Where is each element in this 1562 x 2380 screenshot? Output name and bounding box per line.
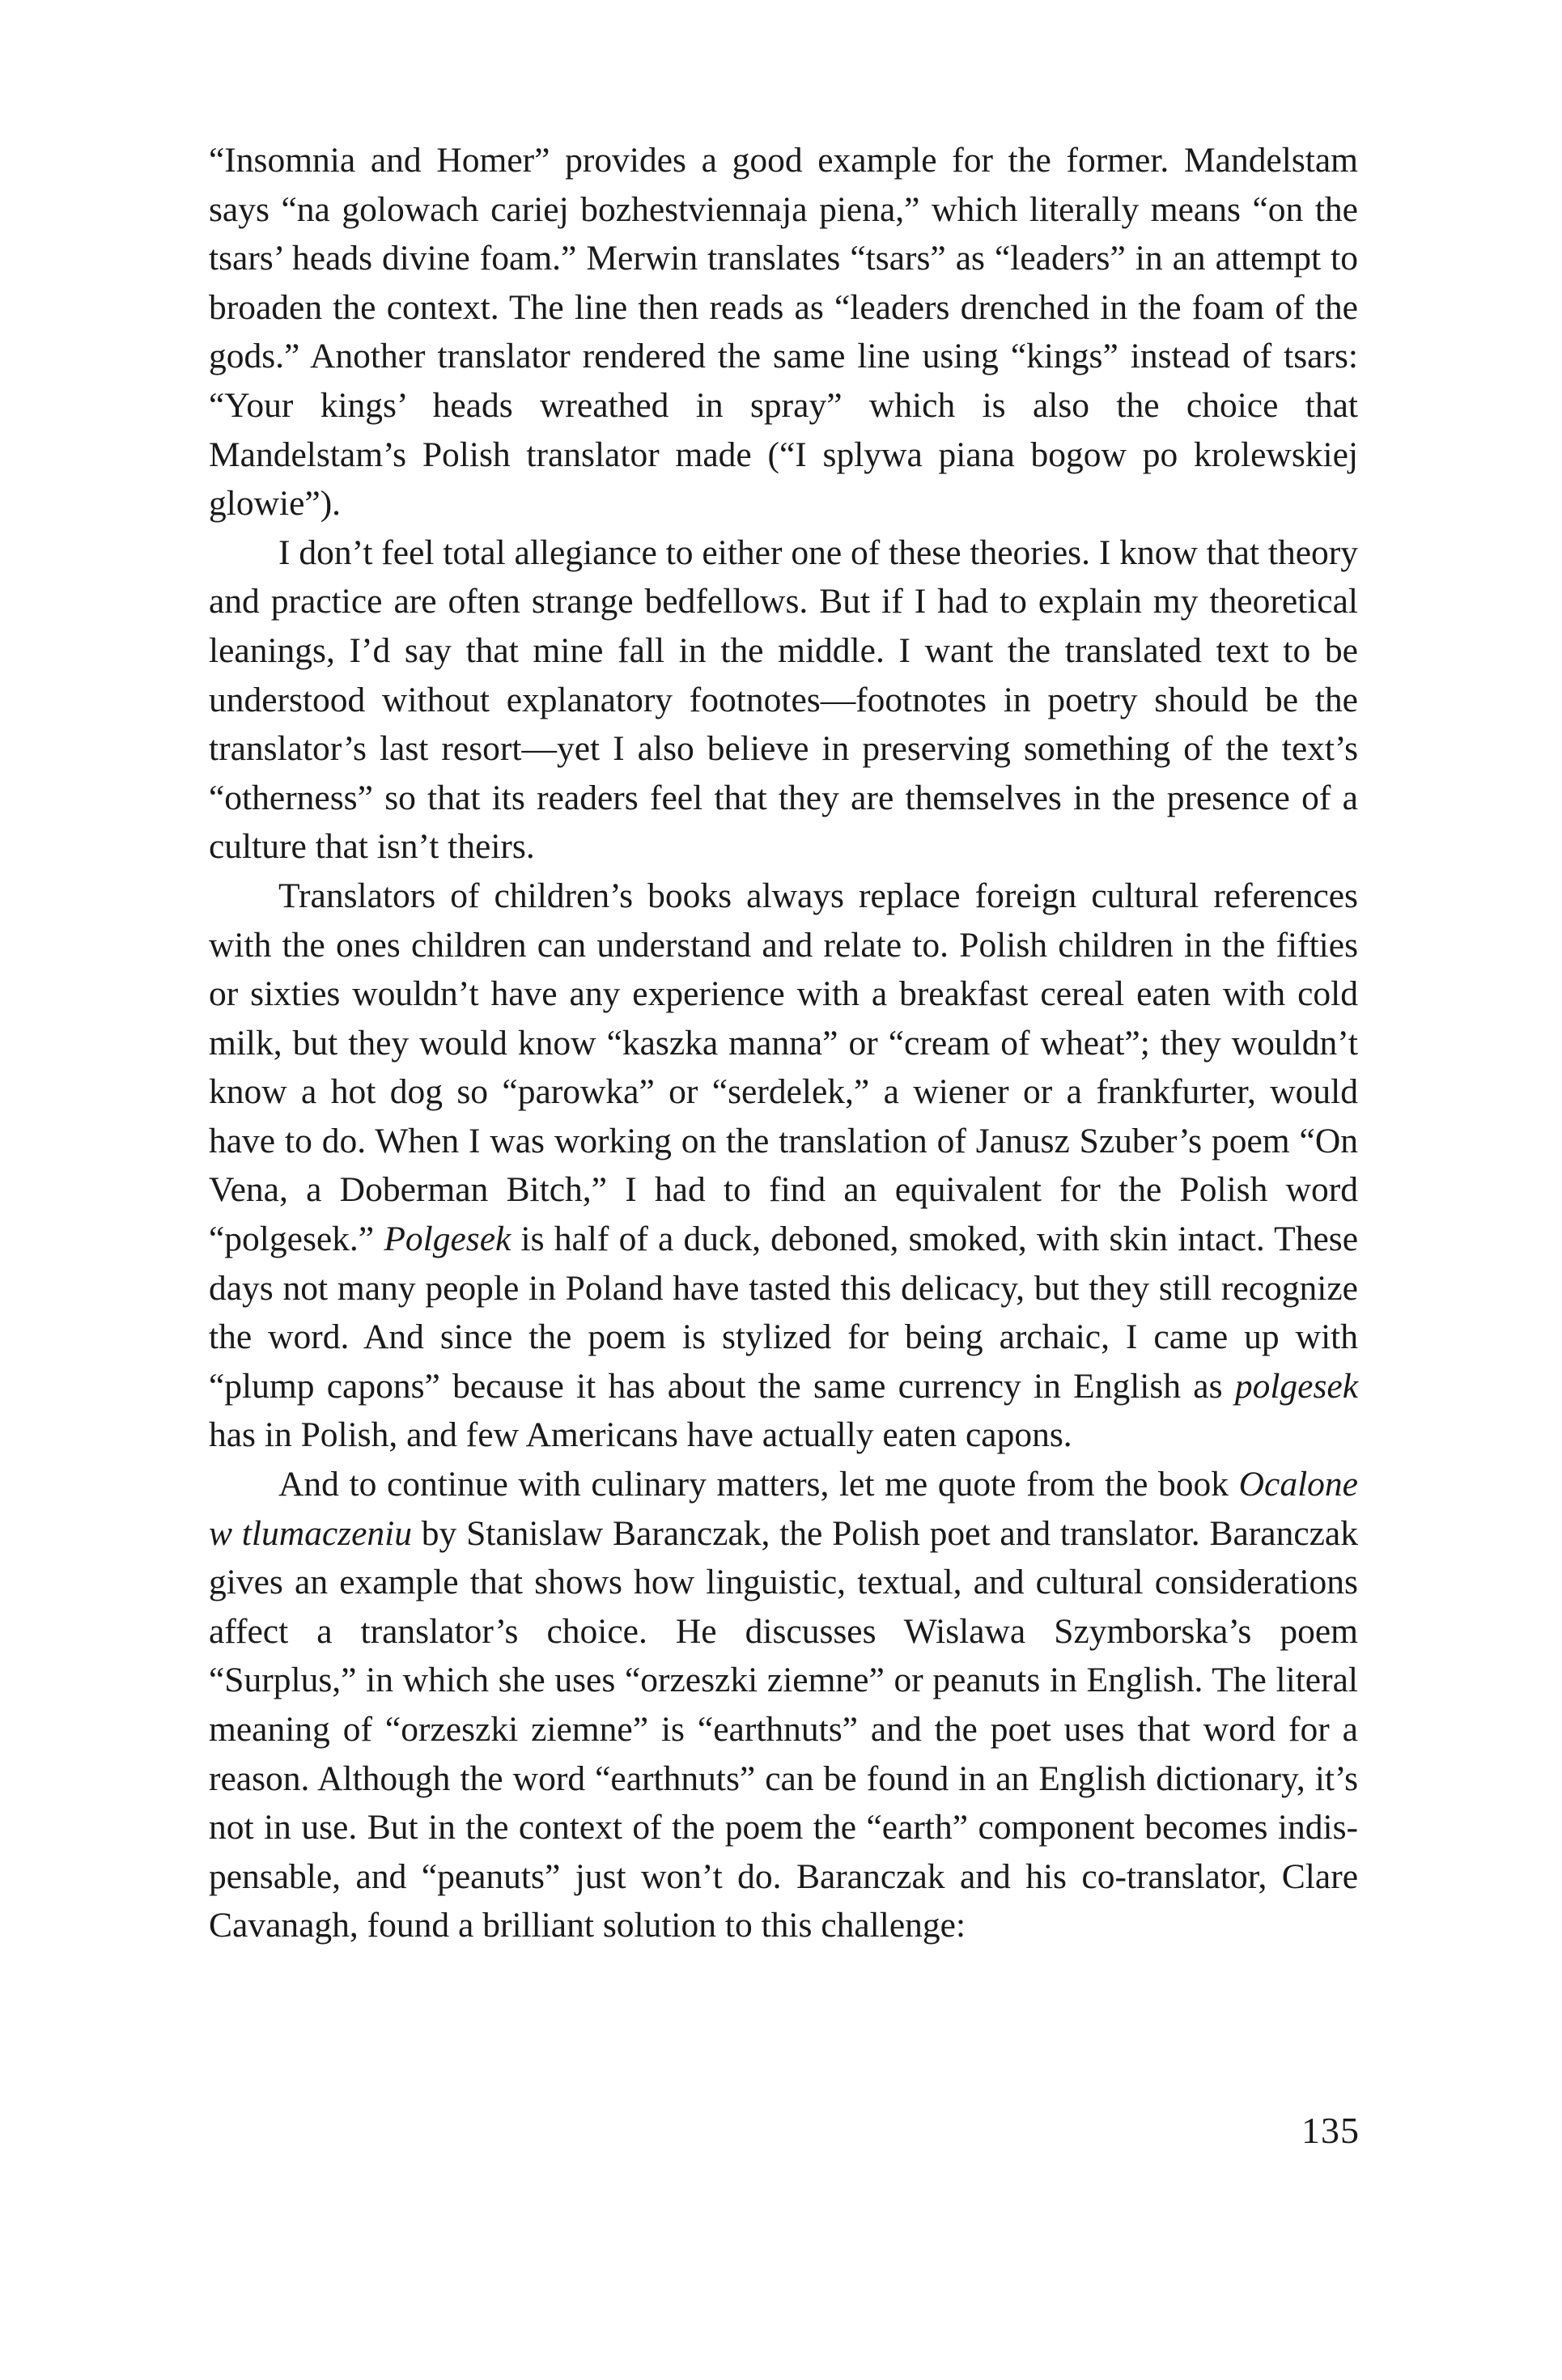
text-run: has in Polish, and few Americans have actually eaten capons. xyxy=(209,1415,1072,1455)
text-run: And to continue with culinary matters, let me quote from the book xyxy=(278,1465,1239,1504)
italic-text: polgesek xyxy=(1234,1366,1358,1406)
paragraph-1 xyxy=(209,136,1358,528)
page-body xyxy=(209,136,1358,1950)
paragraph-4 xyxy=(209,1460,1358,1950)
text-run: I don’t feel total allegiance to either one of these theories. I know that theory and practice are often strange bedfellows. But if I had to explain my theoretical leanings, I’d say that mine fall in the middle. I want the translated text to be understood without explanatory footnotes—footnotes in poetry should be the translator’s last resort—yet I also believe in preserving something of the text’s “otherness” so that its readers feel that they are themselves in the presence of a culture that isn’t theirs. xyxy=(209,532,1358,867)
text-run: “Insomnia and Homer” provides a good example for the former. Mandelstam says “na golowach cariej bozhestviennaja piena,” which literally means “on the tsars’ heads divine foam.” Merwin translates “tsars” as “leaders” in an attempt to broaden the context. The line then reads as “leaders drenched in the foam of the gods.” Another translator rendered the same line using “kings” instead of tsars: “Your kings’ heads wreathed in spray” which is also the choice that Mandelstam’s Polish translator made (“I splywa piana bogow po krolewskiej glowie”). xyxy=(209,141,1358,524)
text-run: by Stanislaw Baranczak, the Polish poet and translator. Baranczak gives an example that shows how linguistic, textual, and cultural considerations affect a translator’s choice. He discusses Wislawa Szymborska’s poem “Surplus,” in which she uses “orzeszki ziemne” or peanuts in English. The literal meaning of “orzeszki ziemne” is “earthnuts” and the poet uses that word for a reason. Although the word “earthnuts” can be found in an English dictionary, it’s not in use. But in the context of the poem the “earth” component becomes indispensable, and “peanuts” just won’t do. Baranczak and his co-translator, Clare Cavanagh, found a brilliant solution to this challenge: xyxy=(209,1513,1358,1945)
page-number: 135 xyxy=(1301,2110,1360,2151)
text-run: Translators of children’s books always replace foreign cultural references with the ones children can understand and relate to. Polish children in the fifties or sixties wouldn’t have any experience with a breakfast cereal eaten with cold milk, but they would know “kaszka manna” or “cream of wheat”; they wouldn’t know a hot dog so “parowka” or “serdelek,” a wiener or a frankfurter, would have to do. When I was working on the translation of Janusz Szuber’s poem “On Vena, a Doberman Bitch,” I had to find an equivalent for the Polish word “polgesek.” xyxy=(209,876,1358,1259)
italic-text: Polgesek xyxy=(384,1220,511,1259)
text-run: is half of a duck, deboned, smoked, with skin intact. These days not many people in Poland have tasted this delicacy, but they still recognize the word. And since the poem is stylized for being archaic, I came up with “plump capons” because it has about the same currency in English as xyxy=(209,1220,1359,1406)
italic-text: Ocalone w tlumaczeniu xyxy=(209,1465,1358,1553)
paragraph-2 xyxy=(209,528,1358,872)
paragraph-3 xyxy=(209,872,1358,1460)
